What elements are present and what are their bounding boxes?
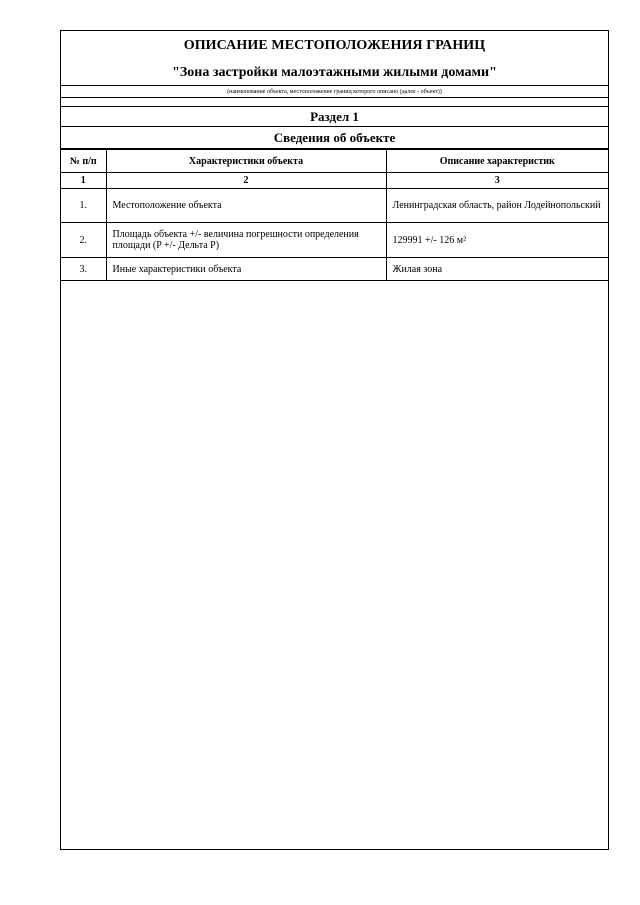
row-characteristic: Площадь объекта +/- величина погрешности определения площади (P +/- Дельта P) xyxy=(106,223,386,258)
table-row xyxy=(61,189,608,223)
title-block xyxy=(61,31,608,87)
row-characteristic: Иные характеристики объекта xyxy=(106,258,386,281)
object-name: "Зона застройки малоэтажными жилыми домами" xyxy=(172,65,497,80)
row-number: 3. xyxy=(61,258,106,281)
row-number: 1. xyxy=(61,189,106,223)
row-description: 129991 +/- 126 м² xyxy=(386,223,608,258)
object-caption: (наименование объекта, местоположение границ которого описано (далее - объект)) xyxy=(61,86,608,98)
section-heading: Сведения об объекте xyxy=(61,127,608,149)
header-characteristic: Характеристики объекта xyxy=(106,150,386,173)
table-row xyxy=(61,258,608,281)
object-info-table xyxy=(61,149,608,281)
row-characteristic: Местоположение объекта xyxy=(106,189,386,223)
header-description: Описание характеристик xyxy=(386,150,608,173)
row-description: Жилая зона xyxy=(386,258,608,281)
row-number: 2. xyxy=(61,223,106,258)
table-header-row xyxy=(61,150,608,173)
table-row xyxy=(61,223,608,258)
header-number: № п/п xyxy=(61,150,106,173)
column-number: 2 xyxy=(106,173,386,189)
section-label: Раздел 1 xyxy=(61,106,608,127)
column-number: 3 xyxy=(386,173,608,189)
document-title: ОПИСАНИЕ МЕСТОПОЛОЖЕНИЯ ГРАНИЦ xyxy=(183,38,486,53)
document-page xyxy=(60,30,609,850)
row-description: Ленинградская область, район Лодейнопольский xyxy=(386,189,608,223)
column-number: 1 xyxy=(61,173,106,189)
table-column-numbers xyxy=(61,173,608,189)
